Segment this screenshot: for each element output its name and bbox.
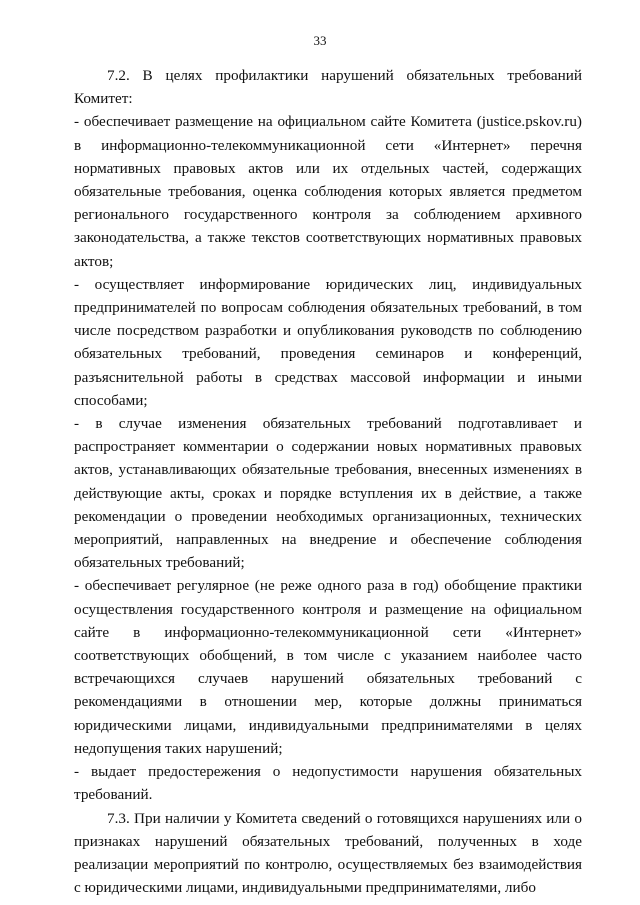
section-7-3-text: 7.3. При наличии у Комитета сведений о готовящихся нарушениях или о признаках нарушений обязательных требований, полученных в ходе реализации мероприятий по контролю, осуществляемых без взаимодействия с юридическими лицами, индивидуальными предпринимателями, либо — [74, 809, 582, 897]
page-number: 33 — [313, 33, 327, 48]
section-7-2-item-4: - обеспечивает регулярное (не реже одного раза в год) обобщение практики осуществления государственного контроля и размещение на официальном сайте в информационно-телекоммуникационной сети «Интернет» соответствующих обобщений, в том числе с указанием наиболее часто встречающихся случаев нарушений обязательных требований с рекомендациями в отношении мер, которые должны приниматься юридическими лицами, индивидуальными предпринимателями в целях недопущения таких нарушений; — [74, 577, 582, 757]
section-7-2-intro: 7.2. В целях профилактики нарушений обязательных требований Комитет: — [74, 67, 582, 108]
document-body — [74, 64, 582, 899]
section-7-2-item-3: - в случае изменения обязательных требований подготавливает и распространяет комментарии о содержании новых нормативных правовых актов, устанавливающих обязательные требования, внесенных изменениях в действующие акты, сроках и порядке вступления их в действие, а также рекомендации о проведении необходимых организационных, технических мероприятий, направленных на внедрение и обеспечение соблюдения обязательных требований; — [74, 415, 582, 572]
section-7-2-item-5: - выдает предостережения о недопустимости нарушения обязательных требований. — [74, 763, 582, 804]
section-7-2-item-1: - обеспечивает размещение на официальном сайте Комитета (justice.pskov.ru) в информационно-телекоммуникационной сети «Интернет» перечня нормативных правовых актов или их отдельных частей, содержащих обязательные требования, оценка соблюдения которых является предметом регионального государственного контроля за соблюдением архивного законодательства, а также текстов соответствующих нормативных правовых актов; — [74, 113, 582, 270]
section-7-2-item-2: - осуществляет информирование юридических лиц, индивидуальных предпринимателей по вопросам соблюдения обязательных требований, в том числе посредством разработки и опубликования руководств по соблюдению обязательных требований, проведения семинаров и конференций, разъяснительной работы в средствах массовой информации и иными способами; — [74, 275, 582, 409]
